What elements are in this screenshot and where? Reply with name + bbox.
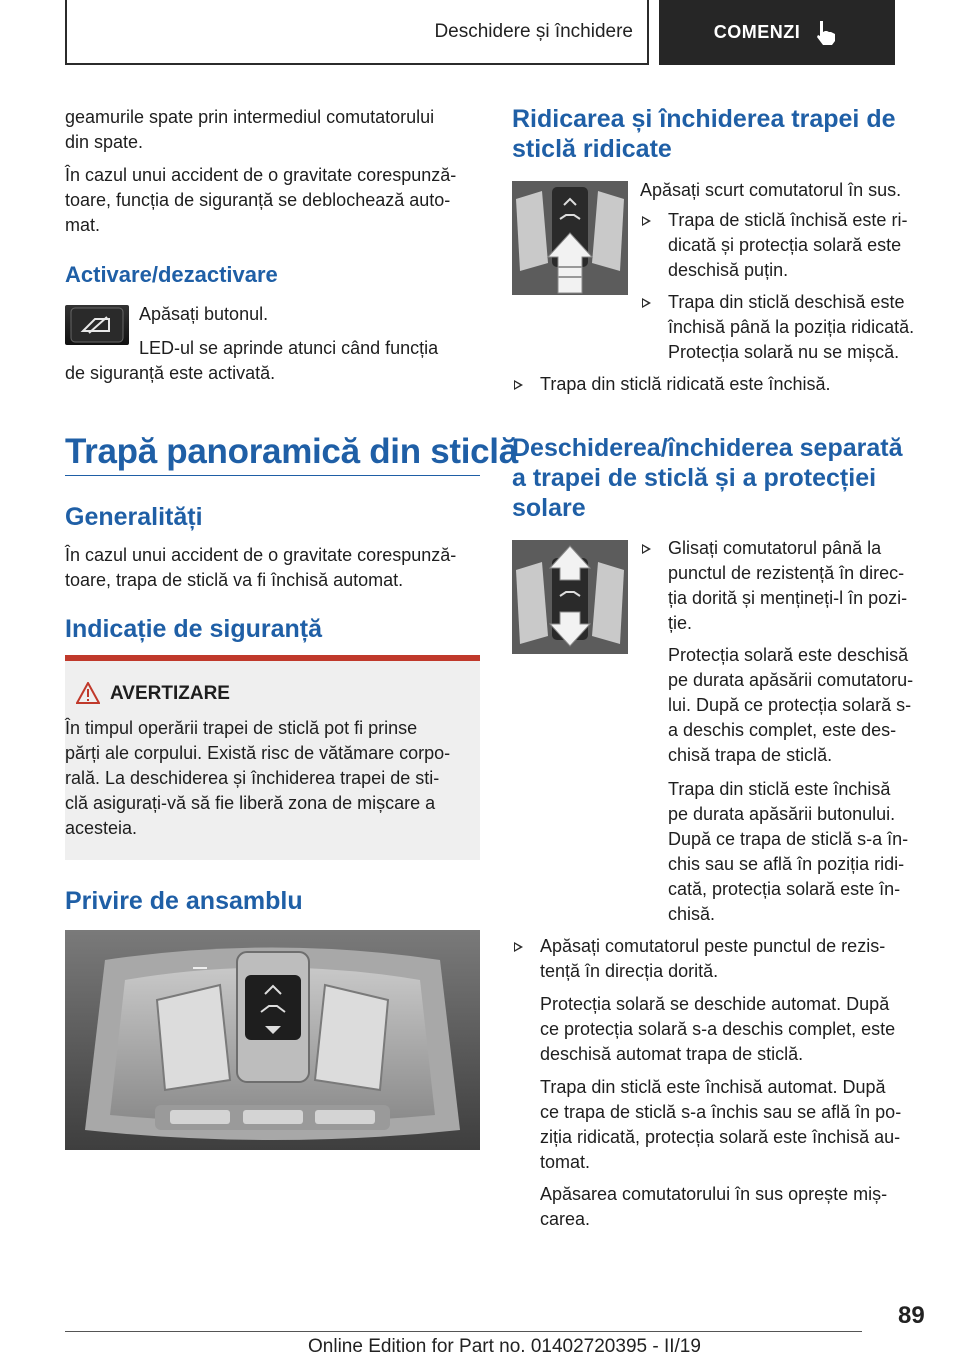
warning-text: În timpul operării trapei de sticlă pot fi prinse părți ale corpului. Există risc de vătămare corpo- rală. La deschiderea și închiderea trapei de sti- clă asigurați-vă să fie liberă zona de mișcare a acesteia. [65, 718, 451, 838]
separate-para-5: Apăsarea comutatorului în sus oprește miș- carea. [540, 1184, 888, 1229]
section-tab-label: Deschidere și închidere [434, 20, 633, 42]
bullet-triangle-icon [642, 298, 651, 308]
bullet-triangle-icon [642, 544, 651, 554]
main-title: Trapă panoramică din sticlă [65, 432, 518, 471]
overview-heading: Privire de ansamblu [65, 887, 303, 915]
window-safety-button-image [65, 305, 129, 345]
warning-triangle-icon [76, 682, 100, 704]
hand-pointer-icon [814, 19, 840, 47]
footer-divider [65, 1331, 862, 1332]
crash-paragraph: În cazul unui accident de o gravitate corespunză- toare, funcția de siguranță se deblochează auto- mat. [65, 165, 457, 235]
switch-slide-image [512, 540, 628, 654]
safety-heading: Indicație de siguranță [65, 615, 323, 643]
bullet-triangle-icon [514, 380, 523, 390]
separate-bullet-1: Glisați comutatorul până la punctul de rezistență în direc- ția dorită și mențineți-l în pozi- ție. [668, 538, 908, 633]
separate-para-3: Protecția solară se deschide automat. După ce protecția solară s-a deschis complet, este deschisă automat trapa de sticlă. [540, 994, 896, 1064]
raise-bullet-3: Trapa din sticlă ridicată este închisă. [540, 374, 831, 394]
led-text-line1: LED-ul se aprinde atunci când funcția [139, 338, 439, 358]
section-tab[interactable] [65, 0, 649, 65]
general-paragraph: În cazul unui accident de o gravitate corespunză- toare, trapa de sticlă va fi închisă automat. [65, 545, 457, 590]
raise-press-text: Apăsați scurt comutatorul în sus. [640, 180, 902, 200]
title-divider [65, 475, 480, 476]
separate-bullet-2: Apăsați comutatorul peste punctul de rezis- tență în direcția dorită. [540, 936, 886, 981]
led-text-line2: de siguranță este activată. [65, 363, 276, 383]
chapter-tab-label: COMENZI [713, 22, 801, 42]
bullet-triangle-icon [642, 216, 651, 226]
chapter-tab[interactable] [659, 0, 895, 65]
page-number: 89 [898, 1302, 925, 1329]
roof-console-overview-image [65, 930, 480, 1150]
general-heading: Generalități [65, 503, 203, 531]
separate-para-1: Protecția solară este deschisă pe durata apăsării comutatoru- lui. După ce protecția solară s- a deschis complet, este des- chisă trapa de sticlă. [668, 645, 914, 765]
separate-para-4: Trapa din sticlă este închisă automat. După ce trapa de sticlă s-a închis sau se află în po- ziția ridicată, protecția solară este închisă au- tomat. [540, 1077, 902, 1172]
raise-bullet-1: Trapa de sticlă închisă este ri- dicată și protecția solară este deschisă puțin. [668, 210, 908, 280]
press-button-text: Apăsați butonul. [139, 304, 269, 324]
window-lock-icon [65, 305, 129, 345]
activation-heading: Activare/dezactivare [65, 262, 278, 287]
footer-edition: Online Edition for Part no. 01402720395 - II/19 [308, 1336, 701, 1357]
separate-para-2: Trapa din sticlă este închisă pe durata apăsării butonului. După ce trapa de sticlă s-a în- chis sau se află în poziția ridi- cată, protecția solară este în- chisă. [668, 779, 909, 924]
warning-title: AVERTIZARE [110, 683, 230, 704]
intro-paragraph: geamurile spate prin intermediul comutatorului din spate. [65, 107, 435, 152]
bullet-triangle-icon [514, 942, 523, 952]
switch-push-up-image [512, 181, 628, 295]
raise-heading: Ridicarea și închiderea trapei de sticlă ridicate [512, 105, 896, 163]
raise-bullet-2: Trapa din sticlă deschisă este închisă până la poziția ridicată. Protecția solară nu se mișcă. [668, 292, 915, 362]
separate-heading: Deschiderea/închiderea separată a trapei de sticlă și a protecției solare [512, 434, 903, 522]
